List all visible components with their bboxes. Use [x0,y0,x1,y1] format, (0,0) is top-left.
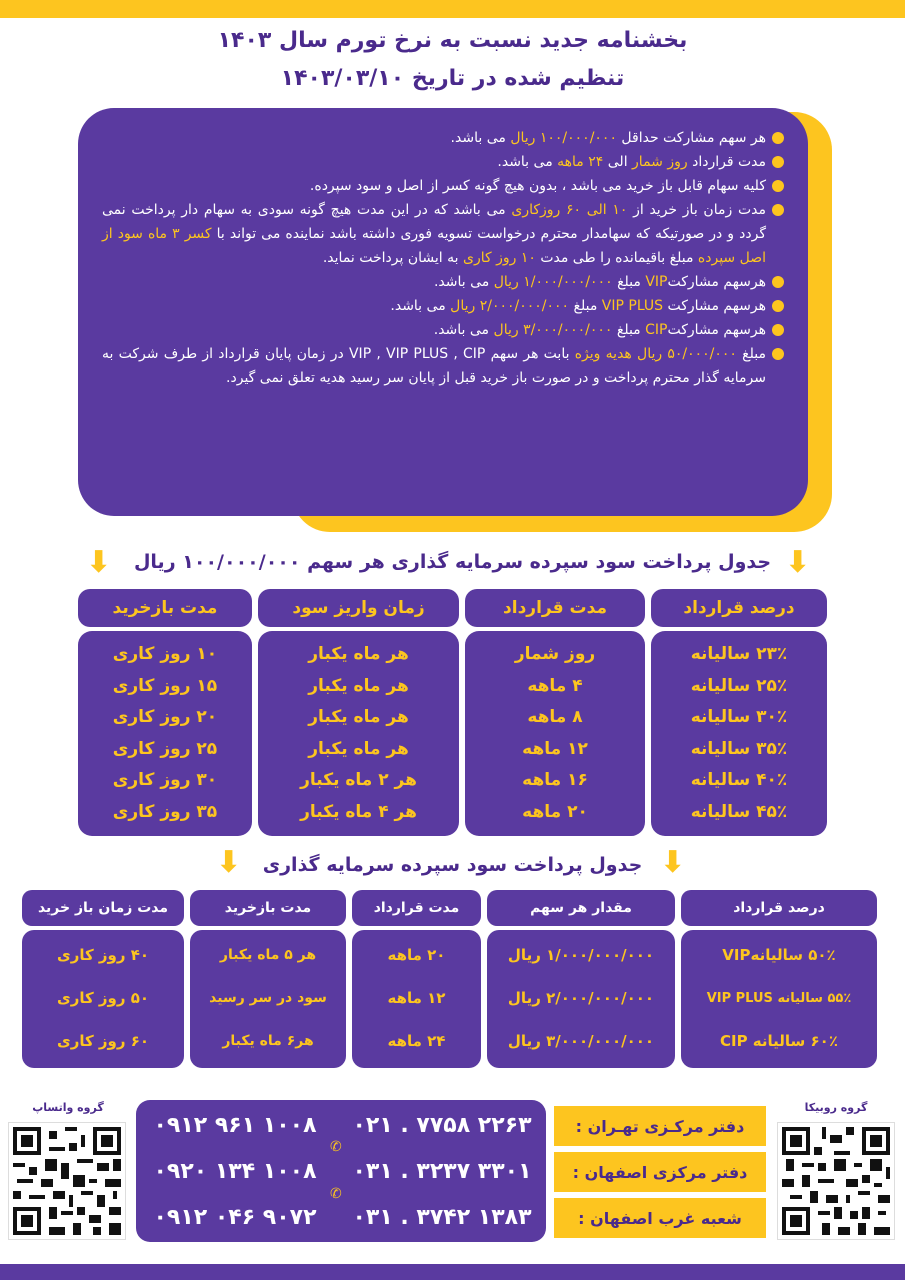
info-bullet-cip: هرسهم مشارکتCIP مبلغ ۳/۰۰۰/۰۰۰/۰۰۰ ریال می باشد. [102,318,784,342]
table-cell: ۲۰ روز کاری [112,707,218,727]
table1-caption: جدول پرداخت سود سپرده سرمایه گذاری هر سهم ۱۰۰/۰۰۰/۰۰۰ ریال [133,551,772,573]
table-cell: ۶۰٪ سالیانه CIP [719,1032,838,1050]
info-bullet-vip-plus: هرسهم مشارکت VIP PLUS مبلغ ۲/۰۰۰/۰۰۰/۰۰۰ ریال می باشد. [102,294,784,318]
table2-header-duration: مدت قرارداد [352,890,481,926]
table-cell: ۳۰٪ سالیانه [690,707,788,727]
bullet-dot-icon [772,180,784,192]
table-cell: سود در سر رسید [209,990,327,1006]
info-bullet-vip: هرسهم مشارکتVIP مبلغ ۱/۰۰۰/۰۰۰/۰۰۰ ریال می باشد. [102,270,784,294]
table-cell: ۲۰ ماهه [522,801,588,822]
table-cell: ۱۰ روز کاری [112,644,218,664]
phone-isfahan-landline[interactable]: ۰۳۱ . ۳۲۳۷ ۳۳۰۱ [352,1159,532,1184]
table-cell: ۲۵٪ سالیانه [690,675,788,696]
table1-header-duration: مدت قرارداد [465,589,645,627]
info-bullet-buyback: کلیه سهام قابل باز خرید می باشد ، بدون هیچ گونه کسر از اصل و سود سپرده. [102,174,784,198]
arrow-down-icon: ⬇ [86,545,112,580]
office-tehran-label: دفتر مرکـزی تهـران : [554,1106,766,1146]
table1-col-duration [465,631,645,836]
bullet-dot-icon [772,348,784,360]
arrow-down-icon: ⬇ [660,845,686,880]
table1-header-percent: درصد قرارداد [651,589,827,627]
top-accent-bar [0,0,905,18]
table-cell: ۴ ماهه [527,675,583,696]
table-cell: هر ۴ ماه یکبار [300,801,417,822]
rubika-qr-code[interactable] [777,1122,895,1240]
table-cell: ۱۵ روز کاری [112,675,218,696]
table-cell: ۴۰٪ سالیانه [690,770,788,790]
bullet-dot-icon [772,276,784,288]
phone-icon: ✆ [330,1186,342,1202]
bottom-accent-bar [0,1264,905,1280]
table2-col-payment [190,930,346,1068]
table-cell: هر ماه یکبار [308,644,409,664]
table-cell: هر ۲ ماه یکبار [300,770,417,790]
phone-icon: ✆ [330,1139,342,1155]
table-cell: ۲/۰۰۰/۰۰۰/۰۰۰ ریال [507,989,655,1007]
table-cell: ۵۵٪ سالیانه VIP PLUS [706,991,852,1006]
table2-col-percent [681,930,877,1068]
table-cell: ۵۰٪ سالیانهVIP [722,946,836,964]
info-box [78,108,808,516]
table2-caption: جدول پرداخت سود سپرده سرمایه گذاری [262,854,643,876]
table-cell: ۳۰ روز کاری [112,770,218,790]
table2-header-buyback: مدت زمان باز خرید [22,890,184,926]
table-cell: ۳/۰۰۰/۰۰۰/۰۰۰ ریال [507,1032,655,1050]
table-cell: ۳۵٪ سالیانه [690,738,788,759]
table-cell: ۱۲ ماهه [522,738,588,759]
office-west-isfahan-label: شعبه غرب اصفهان : [554,1198,766,1238]
table-cell: ۵۰ روز کاری [56,989,150,1007]
table-cell: ۸ ماهه [527,707,583,727]
table-cell: ۲۰ ماهه [387,946,446,964]
bullet-dot-icon [772,324,784,336]
whatsapp-qr-code[interactable] [8,1122,126,1240]
bullet-dot-icon [772,132,784,144]
whatsapp-group-label: گروه واتساپ [32,1101,104,1114]
info-bullet-gift: مبلغ ۵۰/۰۰۰/۰۰۰ ریال هدیه ویژه بابت هر سهم VIP , VIP PLUS , CIP در زمان پایان قرارداد از طرف شرکت به سرمایه گذار محترم پرداخت و در صورت باز خرید قبل از پایان سر رسید هدیه تعلق نمی گیرد. [102,342,784,390]
rubika-group-label: گروه روبیکا [804,1101,868,1114]
bullet-dot-icon [772,156,784,168]
page-subtitle-date: تنظیم شده در تاریخ ۱۴۰۳/۰۳/۱۰ [280,66,625,91]
table2-col-duration [352,930,481,1068]
table-cell: ۴۵٪ سالیانه [690,801,788,822]
table2-header-percent: درصد قرارداد [681,890,877,926]
table1-col-percent [651,631,827,836]
arrow-down-icon: ⬇ [216,845,242,880]
table-cell: روز شمار [514,644,596,664]
info-bullet-min-share: هر سهم مشارکت حداقل ۱۰۰/۰۰۰/۰۰۰ ریال می باشد. [102,126,784,150]
phone-isfahan-mobile[interactable]: ۰۹۲۰ ۱۳۴ ۱۰۰۸ [153,1159,317,1184]
table2-col-amount [487,930,675,1068]
table-cell: ۶۰ روز کاری [56,1032,150,1050]
arrow-down-icon: ⬇ [785,545,811,580]
table-cell: ۱۶ ماهه [522,770,588,790]
table-cell: هر ماه یکبار [308,738,409,759]
bullet-dot-icon [772,300,784,312]
table1-col-buyback [78,631,252,836]
table2-col-buyback [22,930,184,1068]
table-cell: ۱/۰۰۰/۰۰۰/۰۰۰ ریال [507,946,655,964]
info-bullet-buyback-time: مدت زمان باز خرید از ۱۰ الی ۶۰ روزکاری می باشد که در این مدت هیچ گونه سودی به سهام دار پرداخت نمی گردد و در صورتیکه که سهامدار محترم درخواست تسویه فوری داشته باشد نماینده می تواند با کسر ۳ ماه سود از اصل سپرده مبلغ باقیمانده را طی مدت ۱۰ روز کاری به ایشان پرداخت نماید. [102,198,784,270]
table-cell: ۲۴ ماهه [387,1032,446,1050]
table2-header-amount: مقدار هر سهم [487,890,675,926]
table2-header-payment: مدت بازخرید [190,890,346,926]
info-bullet-duration: مدت قرارداد روز شمار الی ۲۴ ماهه می باشد. [102,150,784,174]
table-cell: ۲۵ روز کاری [112,738,218,759]
table-cell: هر۶ ماه یکبار [222,1033,314,1049]
table-cell: ۳۵ روز کاری [112,801,218,822]
table-cell: ۲۳٪ سالیانه [690,644,788,664]
table-cell: هر ماه یکبار [308,707,409,727]
page-title: بخشنامه جدید نسبت به نرخ تورم سال ۱۴۰۳ [217,28,688,53]
table-cell: هر ۵ ماه یکبار [219,947,317,963]
table1-col-payment [258,631,459,836]
phone-west-isfahan-landline[interactable]: ۰۳۱ . ۳۷۴۲ ۱۳۸۳ [352,1205,532,1230]
table-cell: ۱۲ ماهه [387,989,446,1007]
phone-tehran-mobile[interactable]: ۰۹۱۲ ۹۶۱ ۱۰۰۸ [153,1113,317,1138]
phone-tehran-landline[interactable]: ۰۲۱ . ۷۷۵۸ ۲۲۶۳ [352,1113,532,1138]
table1-header-payment: زمان واریز سود [258,589,459,627]
office-isfahan-label: دفتر مرکزی اصفهان : [554,1152,766,1192]
table-cell: ۴۰ روز کاری [56,946,150,964]
bullet-dot-icon [772,204,784,216]
table-cell: هر ماه یکبار [308,675,409,696]
table1-header-buyback: مدت بازخرید [78,589,252,627]
phone-west-isfahan-mobile[interactable]: ۰۹۱۲ ۰۴۶ ۹۰۷۲ [153,1205,317,1230]
